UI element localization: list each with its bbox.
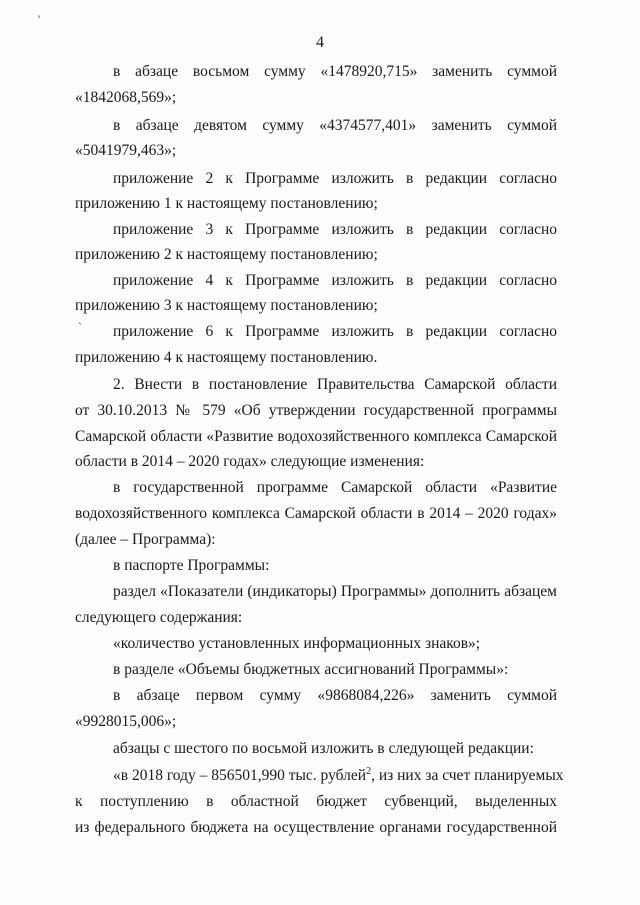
text-line: 2. Внести в постановление Правительства Самарской области: [113, 376, 557, 393]
scan-mark: ': [38, 12, 41, 26]
text-line: от 30.10.2013 № 579 «Об утверждении государственной программы: [75, 402, 557, 419]
text-line: Самарской области «Развитие водохозяйственного комплекса Самарской: [75, 428, 557, 445]
text-line: приложению 2 к настоящему постановлению;: [75, 246, 378, 263]
scan-mark: `: [78, 320, 82, 334]
page-number: 4: [316, 34, 324, 51]
text-line: (далее – Программа):: [75, 531, 216, 548]
text-line: [113, 765, 564, 785]
footnote-ref: 2: [366, 765, 372, 777]
text-line: «5041979,463»;: [75, 142, 177, 159]
text-line: в абзаце первом сумму «9868084,226» заменить суммой: [113, 687, 557, 704]
text-line: в разделе «Объемы бюджетных ассигнований Программы»:: [113, 661, 509, 678]
text-line: приложению 4 к настоящему постановлению.: [75, 349, 378, 366]
text-line: приложение 4 к Программе изложить в редакции согласно: [113, 272, 557, 289]
text-line: приложение 6 к Программе изложить в редакции согласно: [113, 323, 557, 340]
text-line: «количество установленных информационных знаков»;: [113, 635, 481, 652]
text-line: в абзаце девятом сумму «4374577,401» заменить суммой: [113, 117, 557, 134]
text-line: следующего содержания:: [75, 609, 243, 626]
text-line: «1842068,569»;: [75, 89, 177, 106]
text-line: приложение 3 к Программе изложить в редакции согласно: [113, 221, 557, 238]
text-line: из федерального бюджета на осуществление органами государственной: [75, 819, 557, 836]
text-line: приложению 1 к настоящему постановлению;: [75, 195, 378, 212]
text-line: приложению 3 к настоящему постановлению;: [75, 297, 378, 314]
text-line: «9928015,006»;: [75, 713, 177, 730]
text-line: области в 2014 – 2020 годах» следующие изменения:: [75, 453, 425, 470]
text-line: приложение 2 к Программе изложить в редакции согласно: [113, 170, 557, 187]
text-line: в паспорте Программы:: [113, 557, 270, 574]
text-fragment: «в 2018 году – 856501,990 тыс. рублей: [113, 767, 367, 784]
text-line: раздел «Показатели (индикаторы) Программы» дополнить абзацем: [113, 583, 557, 600]
text-line: к поступлению в областной бюджет субвенций, выделенных: [75, 793, 557, 810]
text-line: водохозяйственного комплекса Самарской области в 2014 – 2020 годах»: [75, 505, 557, 522]
text-line: абзацы с шестого по восьмой изложить в следующей редакции:: [113, 740, 534, 757]
text-line: в государственной программе Самарской области «Развитие: [113, 479, 557, 496]
text-line: в абзаце восьмом сумму «1478920,715» заменить суммой: [113, 63, 557, 80]
text-fragment: , из них за счет планируемых: [371, 767, 564, 784]
